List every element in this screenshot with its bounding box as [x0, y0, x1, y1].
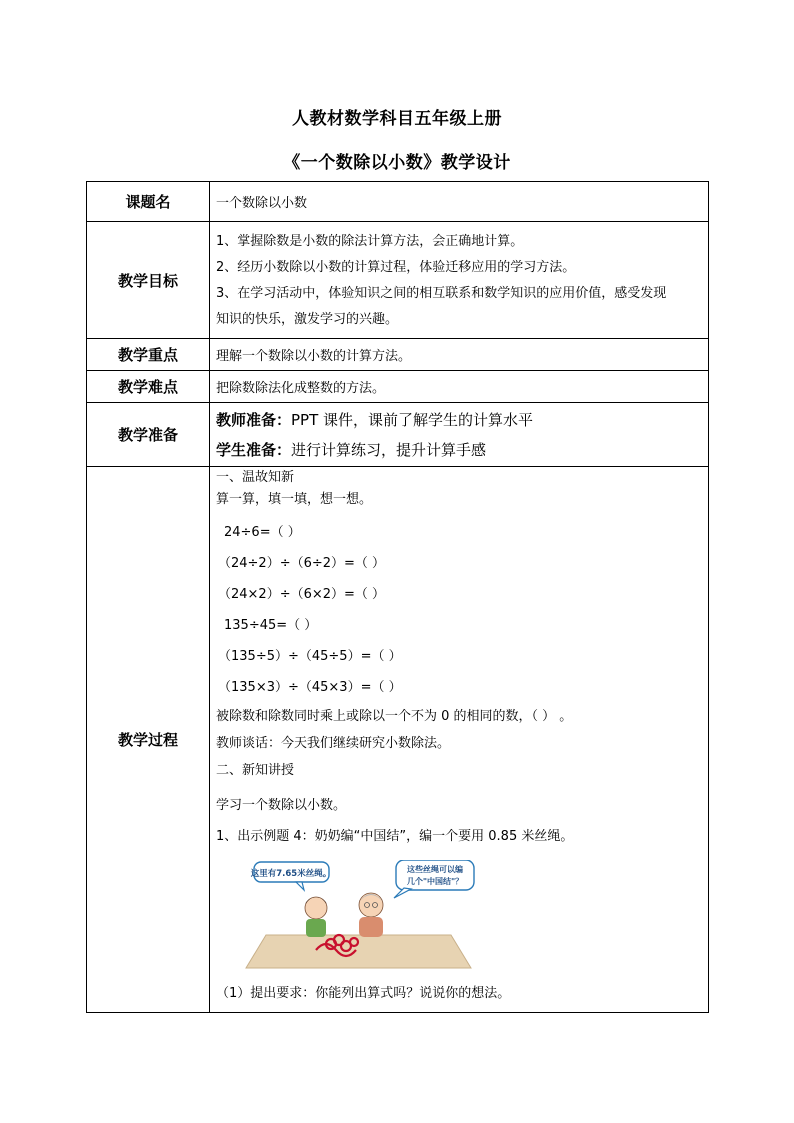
speech-bubble-grandma-line2: 几个"中国结"？ [406, 877, 464, 886]
teacher-talk: 教师谈话：今天我们继续研究小数除法。 [216, 736, 451, 751]
row-preparation [87, 403, 709, 467]
document-subtitle: 《一个数除以小数》教学设计 [283, 153, 511, 173]
review-instruction: 算一算，填一填，想一想。 [216, 492, 373, 507]
difficulty-label: 教学难点 [87, 371, 210, 403]
objective-line: 知识的快乐，激发学习的兴趣。 [216, 312, 399, 327]
learn-intro: 学习一个数除以小数。 [216, 798, 347, 813]
objective-line: 2、经历小数除以小数的计算过程，体验迁移应用的学习方法。 [216, 260, 576, 275]
equation-item: 135÷45=（ ） [224, 618, 318, 633]
lesson-plan-table [86, 181, 709, 1013]
preparation-content [210, 403, 709, 467]
student-preparation [216, 435, 702, 465]
row-process [87, 467, 709, 1013]
teacher-preparation-label: 教师准备： [216, 410, 292, 429]
process-label: 教学过程 [87, 467, 210, 1013]
speech-bubble-child: 这里有7.65米丝绳。 [250, 869, 332, 879]
difficulty-content: 把除数除法化成整数的方法。 [210, 371, 709, 403]
process-content [210, 467, 709, 1013]
example-illustration [236, 860, 476, 975]
key-point-label: 教学重点 [87, 339, 210, 371]
objective-line: 1、掌握除数是小数的除法计算方法，会正确地计算。 [216, 234, 524, 249]
equation-item: （24÷2）÷（6÷2）=（ ） [218, 556, 386, 571]
row-key-point [87, 339, 709, 371]
grandma-child-knot-image [236, 860, 476, 975]
objectives-label: 教学目标 [87, 222, 210, 339]
objective-line: 3、在学习活动中，体验知识之间的相互联系和数学知识的应用价值，感受发现 [216, 286, 667, 301]
row-topic [87, 182, 709, 222]
topic-content: 一个数除以小数 [210, 182, 709, 222]
student-preparation-label: 学生准备： [216, 440, 292, 459]
key-point-content: 理解一个数除以小数的计算方法。 [210, 339, 709, 371]
equation-item: 24÷6=（ ） [224, 525, 301, 540]
student-preparation-text: 进行计算练习，提升计算手感 [291, 440, 487, 459]
topic-label: 课题名 [87, 182, 210, 222]
equation-item: （135×3）÷（45×3）=（ ） [218, 680, 402, 695]
preparation-label: 教学准备 [87, 403, 210, 467]
row-difficulty [87, 371, 709, 403]
row-objectives [87, 222, 709, 339]
example-4: 1、出示例题 4：奶奶编“中国结”，编一个要用 0.85 米丝绳。 [216, 829, 574, 844]
document-title: 人教材数学科目五年级上册 [292, 109, 502, 129]
teacher-preparation-text: PPT 课件，课前了解学生的计算水平 [291, 410, 534, 429]
section-review-heading: 一、温故知新 [216, 470, 295, 485]
speech-bubble-grandma-line1: 这些丝绳可以编 [407, 865, 463, 874]
section-new-knowledge-heading: 二、新知讲授 [216, 763, 295, 778]
rule-fill-in: 被除数和除数同时乘上或除以一个不为 0 的相同的数，（ ） 。 [216, 709, 573, 724]
equation-item: （135÷5）÷（45÷5）=（ ） [218, 649, 402, 664]
teacher-preparation [216, 405, 702, 435]
equation-list [216, 517, 702, 703]
question-1: （1）提出要求：你能列出算式吗？说说你的想法。 [216, 986, 511, 1001]
objectives-content [210, 222, 709, 339]
equation-item: （24×2）÷（6×2）=（ ） [218, 587, 386, 602]
